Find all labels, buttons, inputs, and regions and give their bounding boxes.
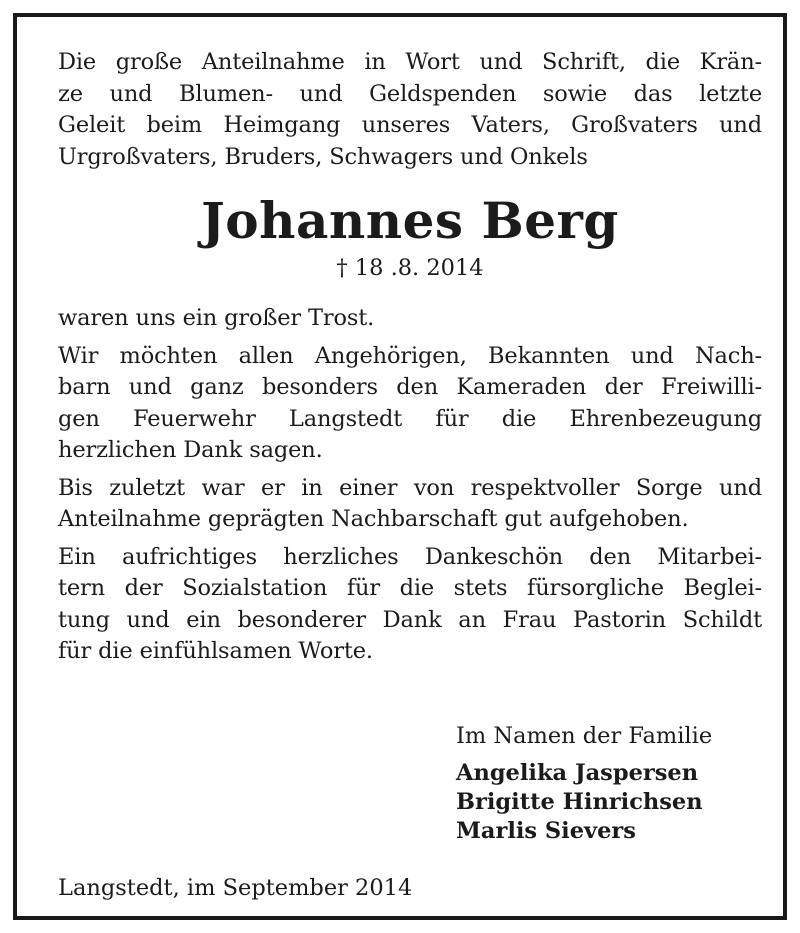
thanks-line: herzlichen Dank sagen.	[58, 437, 323, 463]
staff-paragraph	[58, 542, 762, 668]
thanks-line: barn und ganz besonders den Kameraden der Freiwilli-	[58, 374, 762, 400]
neighbors-line: Anteilnahme geprägten Nachbarschaft gut aufgehoben.	[58, 506, 689, 532]
consolation-paragraph	[58, 303, 762, 335]
staff-line: Ein aufrichtiges herzliches Dankeschön den Mitarbei-	[58, 543, 762, 570]
intro-line: ze und Blumen- und Geldspenden sowie das letzte	[58, 80, 762, 107]
signatory-name: Marlis Sievers	[456, 817, 636, 844]
intro-line: Urgroßvaters, Bruders, Schwagers und Onkels	[58, 143, 588, 170]
signatory-name: Angelika Jaspersen	[456, 759, 699, 786]
staff-line: tern der Sozialstation für die stets fürsorgliche Beglei-	[58, 575, 762, 601]
notice-content	[58, 47, 762, 901]
intro-line: Geleit beim Heimgang unseres Vaters, Großvaters und	[58, 112, 762, 138]
consolation-line: waren uns ein großer Trost.	[58, 305, 375, 331]
staff-line: tung und ein besonderer Dank an Frau Pastorin Schildt	[58, 606, 762, 633]
neighbors-paragraph	[58, 473, 762, 536]
staff-line: für die einfühlsamen Worte.	[58, 638, 373, 664]
signature-intro: Im Namen der Familie	[456, 723, 713, 749]
signature-block	[456, 721, 776, 846]
death-date: † 18 .8. 2014	[336, 255, 484, 281]
thanks-line: Wir möchten allen Angehörigen, Bekannten und Nach-	[58, 342, 762, 369]
thanks-paragraph	[58, 341, 762, 467]
neighbors-line: Bis zuletzt war er in einer von respektvoller Sorge und	[58, 474, 762, 501]
notice-frame	[13, 13, 787, 920]
deceased-name: Johannes Berg	[201, 191, 619, 250]
signatory-name: Brigitte Hinrichsen	[456, 788, 703, 815]
intro-line: Die große Anteilnahme in Wort und Schrift, die Krän-	[58, 49, 762, 75]
intro-paragraph	[58, 47, 762, 173]
place-and-date: Langstedt, im September 2014	[58, 875, 413, 901]
thanks-line: gen Feuerwehr Langstedt für die Ehrenbezeugung	[58, 405, 762, 432]
